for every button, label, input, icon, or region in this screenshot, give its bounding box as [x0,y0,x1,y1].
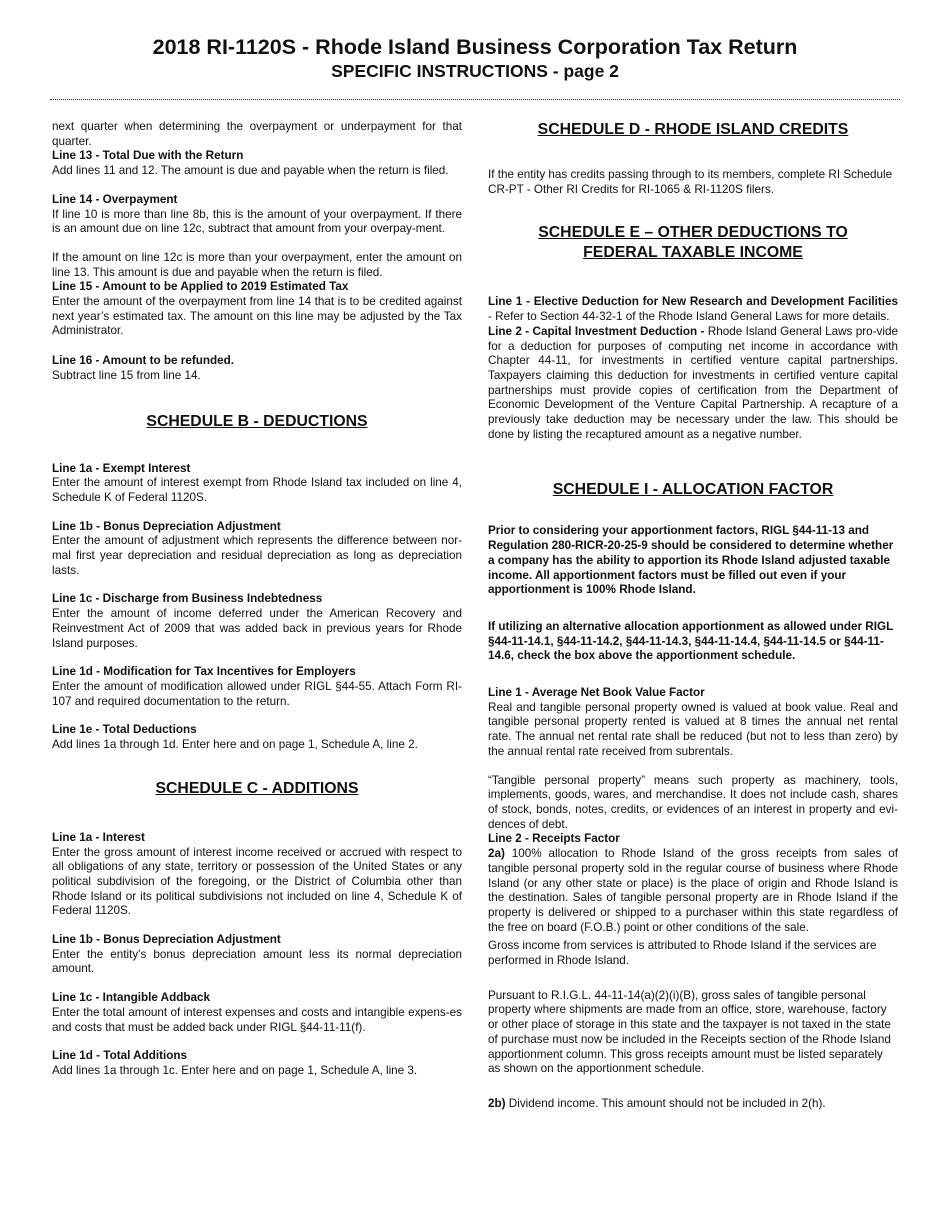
left-column [52,120,462,1079]
schedule-i-heading: SCHEDULE I - ALLOCATION FACTOR [552,481,834,499]
page-header [0,34,950,82]
c1a-heading: Line 1a - Interest [52,830,145,844]
line14-text: If line 10 is more than line 8b, this is the amount of your overpayment. If there is an amount due on line 12c, subtract that amount from your overpay-ment. [52,207,462,236]
c1b-heading: Line 1b - Bonus Depreciation Adjustment [52,933,281,947]
b1a-section [52,462,462,506]
line16-text: Subtract line 15 from line 14. [52,368,201,382]
c1a-text: Enter the gross amount of interest income received or accrued with respect to all obligations of any state, territory or possession of the United States or any political subdivision of the foregoing, or the District of Columbia other than Rhode Island or its political subdivisions not included on line 4, Schedule K of Federal 1120S. [52,845,462,918]
b1d-text: Enter the amount of modification allowed under RIGL §44-55. Attach Form RI-107 and required documentation to the return. [52,679,462,708]
line14-section [52,193,462,237]
i1-text-2: “Tangible personal property” means such property as machinery, tools, implements, goods, wares, and merchandise. It does not include cash, shares of stock, bonds, notes, credits, or evidences of an interest in property and evi-dences of debt. [488,773,898,831]
right-column [488,120,898,1112]
i2a-paragraph [488,847,898,935]
b1d-section [52,665,462,709]
c1c-heading: Line 1c - Intangible Addback [52,991,211,1005]
e1-paragraph [488,295,898,324]
i2a-text-3: Pursuant to R.I.G.L. 44-11-14(a)(2)(i)(B), gross sales of tangible personal property where shipments are made from an office, store, warehouse, factory or other place of storage in this state and the taxpayer is not taxed in the state of purchase must now be included in the Receipts section of the Rhode Island apportionment column. This gross receipts amount must be listed separately as shown on the apportionment schedule. [488,988,891,1076]
schedule-i-notice-2: If utilizing an alternative allocation apportionment as allowed under RIGL §44-11-14.1, §44-11-14.2, §44-11-14.3, §44-11-14.4, §44-11-14.5 or §44-11-14.6, check the box above the apportionment schedule. [488,619,894,663]
intro-text: next quarter when determining the overpayment or underpayment for that quarter. [52,120,462,148]
i2b-label: 2b) [488,1096,506,1110]
e1-text: - Refer to Section 44-32-1 of the Rhode Island General Laws for more details. [488,310,890,324]
b1a-heading: Line 1a - Exempt Interest [52,461,191,475]
e2-heading: Line 2 - Capital Investment Deduction - [488,324,705,338]
i2a-label: 2a) [488,847,505,861]
b1b-text: Enter the amount of adjustment which represents the difference between nor-mal first year depreciation and residual depreciation as long as depreciation lasts. [52,534,462,577]
b1e-heading: Line 1e - Total Deductions [52,723,197,737]
b1c-section [52,592,462,651]
b1e-section [52,723,462,752]
i2-section [488,832,898,968]
c1b-section [52,933,462,977]
i2a-text-2: Gross income from services is attributed to Rhode Island if the services are performed in Rhode Island. [488,939,877,968]
schedule-d-text: If the entity has credits passing through to its members, complete RI Schedule CR-PT - Other RI Credits for RI-1065 & RI-1120S filers. [488,168,893,196]
e2-paragraph [488,325,898,443]
line14-text-2: If the amount on line 12c is more than your overpayment, enter the amount on line 13. This amount is due and payable when the return is filed. [52,250,462,279]
page-subtitle: SPECIFIC INSTRUCTIONS - page 2 [331,61,619,81]
e1-heading: Line 1 - Elective Deduction for New Research and Development Facilities [488,295,898,309]
schedule-b-heading: SCHEDULE B - DEDUCTIONS [146,412,368,430]
line15-heading: Line 15 - Amount to be Applied to 2019 Estimated Tax [52,280,349,294]
b1c-text: Enter the amount of income deferred under the American Recovery and Reinvestment Act of 2009 that was added back in previous years for Rhode Island purposes. [52,607,462,650]
b1b-section [52,520,462,579]
line13-heading: Line 13 - Total Due with the Return [52,149,244,163]
i1-heading: Line 1 - Average Net Book Value Factor [488,686,705,700]
schedule-c-heading: SCHEDULE C - ADDITIONS [155,779,359,797]
schedule-e-heading: SCHEDULE E – OTHER DEDUCTIONS TO FEDERAL TAXABLE INCOME [538,224,848,262]
line15-section [52,280,462,339]
line13-text: Add lines 11 and 12. The amount is due and payable when the return is filed. [52,164,449,178]
line16-section [52,354,462,383]
b1e-text: Add lines 1a through 1d. Enter here and on page 1, Schedule A, line 2. [52,738,418,752]
schedule-d-heading: SCHEDULE D - RHODE ISLAND CREDITS [537,121,849,138]
c1b-text: Enter the entity’s bonus depreciation amount less its normal depreciation amount. [52,947,462,976]
line15-text: Enter the amount of the overpayment from line 14 that is to be credited against next year’s estimated tax. The amount on this line may be adjusted by the Tax Administrator. [52,295,462,338]
b1d-heading: Line 1d - Modification for Tax Incentives for Employers [52,665,356,679]
i1-section [488,686,898,760]
c1d-text: Add lines 1a through 1c. Enter here and on page 1, Schedule A, line 3. [52,1063,418,1077]
line14-heading: Line 14 - Overpayment [52,192,178,206]
e2-text: Rhode Island General Laws pro-vide for a deduction for purposes of computing net income in accordance with Chapter 44-11, for investments in certified venture capital partnerships. Taxpayers claiming this deduction for investments in certified venture capital partnerships must provide copies of certification from the Department of Economic Development of the Venture Capital Partnership. A recapture of a previously take deduction may be necessary under the law. This should be done by listing the recaptured amount as a negative number. [488,324,898,441]
schedule-i-notice-1: Prior to considering your apportionment factors, RIGL §44-11-13 and Regulation 280-RICR-20-25-9 should be considered to determine whether a company has the ability to apportion its Rhode Island adjusted taxable income. All apportionment factors must be filled out even if your apportionment is 100% Rhode Island. [488,524,894,597]
c1a-section [52,831,462,919]
line16-heading: Line 16 - Amount to be refunded. [52,354,235,368]
b1b-heading: Line 1b - Bonus Depreciation Adjustment [52,519,281,533]
c1c-text: Enter the total amount of interest expenses and costs and intangible expens-es and costs that must be added back under RIGL §44-11-11(f). [52,1005,462,1034]
b1a-text: Enter the amount of interest exempt from Rhode Island tax included on line 4, Schedule K of Federal 1120S. [52,476,462,504]
i2-heading: Line 2 - Receipts Factor [488,832,620,846]
line13-section [52,149,462,178]
i2a-text: 100% allocation to Rhode Island of the gross receipts from sales of tangible personal property sold in the regular course of business where Rhode Island (or any other state or place) is the place of origin and Rhode Island is the destination. Sales of tangible personal property are in Rhode Island if the property is delivered or shipped to a purchaser within this state regardless of the free on board (F.O.B.) point or other conditions of the sale. [488,847,898,934]
c1d-section [52,1049,462,1078]
page-title: 2018 RI-1120S - Rhode Island Business Corporation Tax Return [152,35,798,59]
i2b-text: Dividend income. This amount should not be included in 2(h). [505,1096,826,1110]
dotted-divider [50,99,900,100]
b1c-heading: Line 1c - Discharge from Business Indebtedness [52,592,323,606]
i1-text: Real and tangible personal property owned is valued at book value. Real and tangible personal property rented is valued at 8 times the annual net rental rate. The annual net rental rate shall be reduced (but not to less than zero) by the annual rental rate received from subrentals. [488,700,898,758]
i2b-paragraph [488,1097,898,1112]
c1c-section [52,991,462,1035]
c1d-heading: Line 1d - Total Additions [52,1049,188,1063]
